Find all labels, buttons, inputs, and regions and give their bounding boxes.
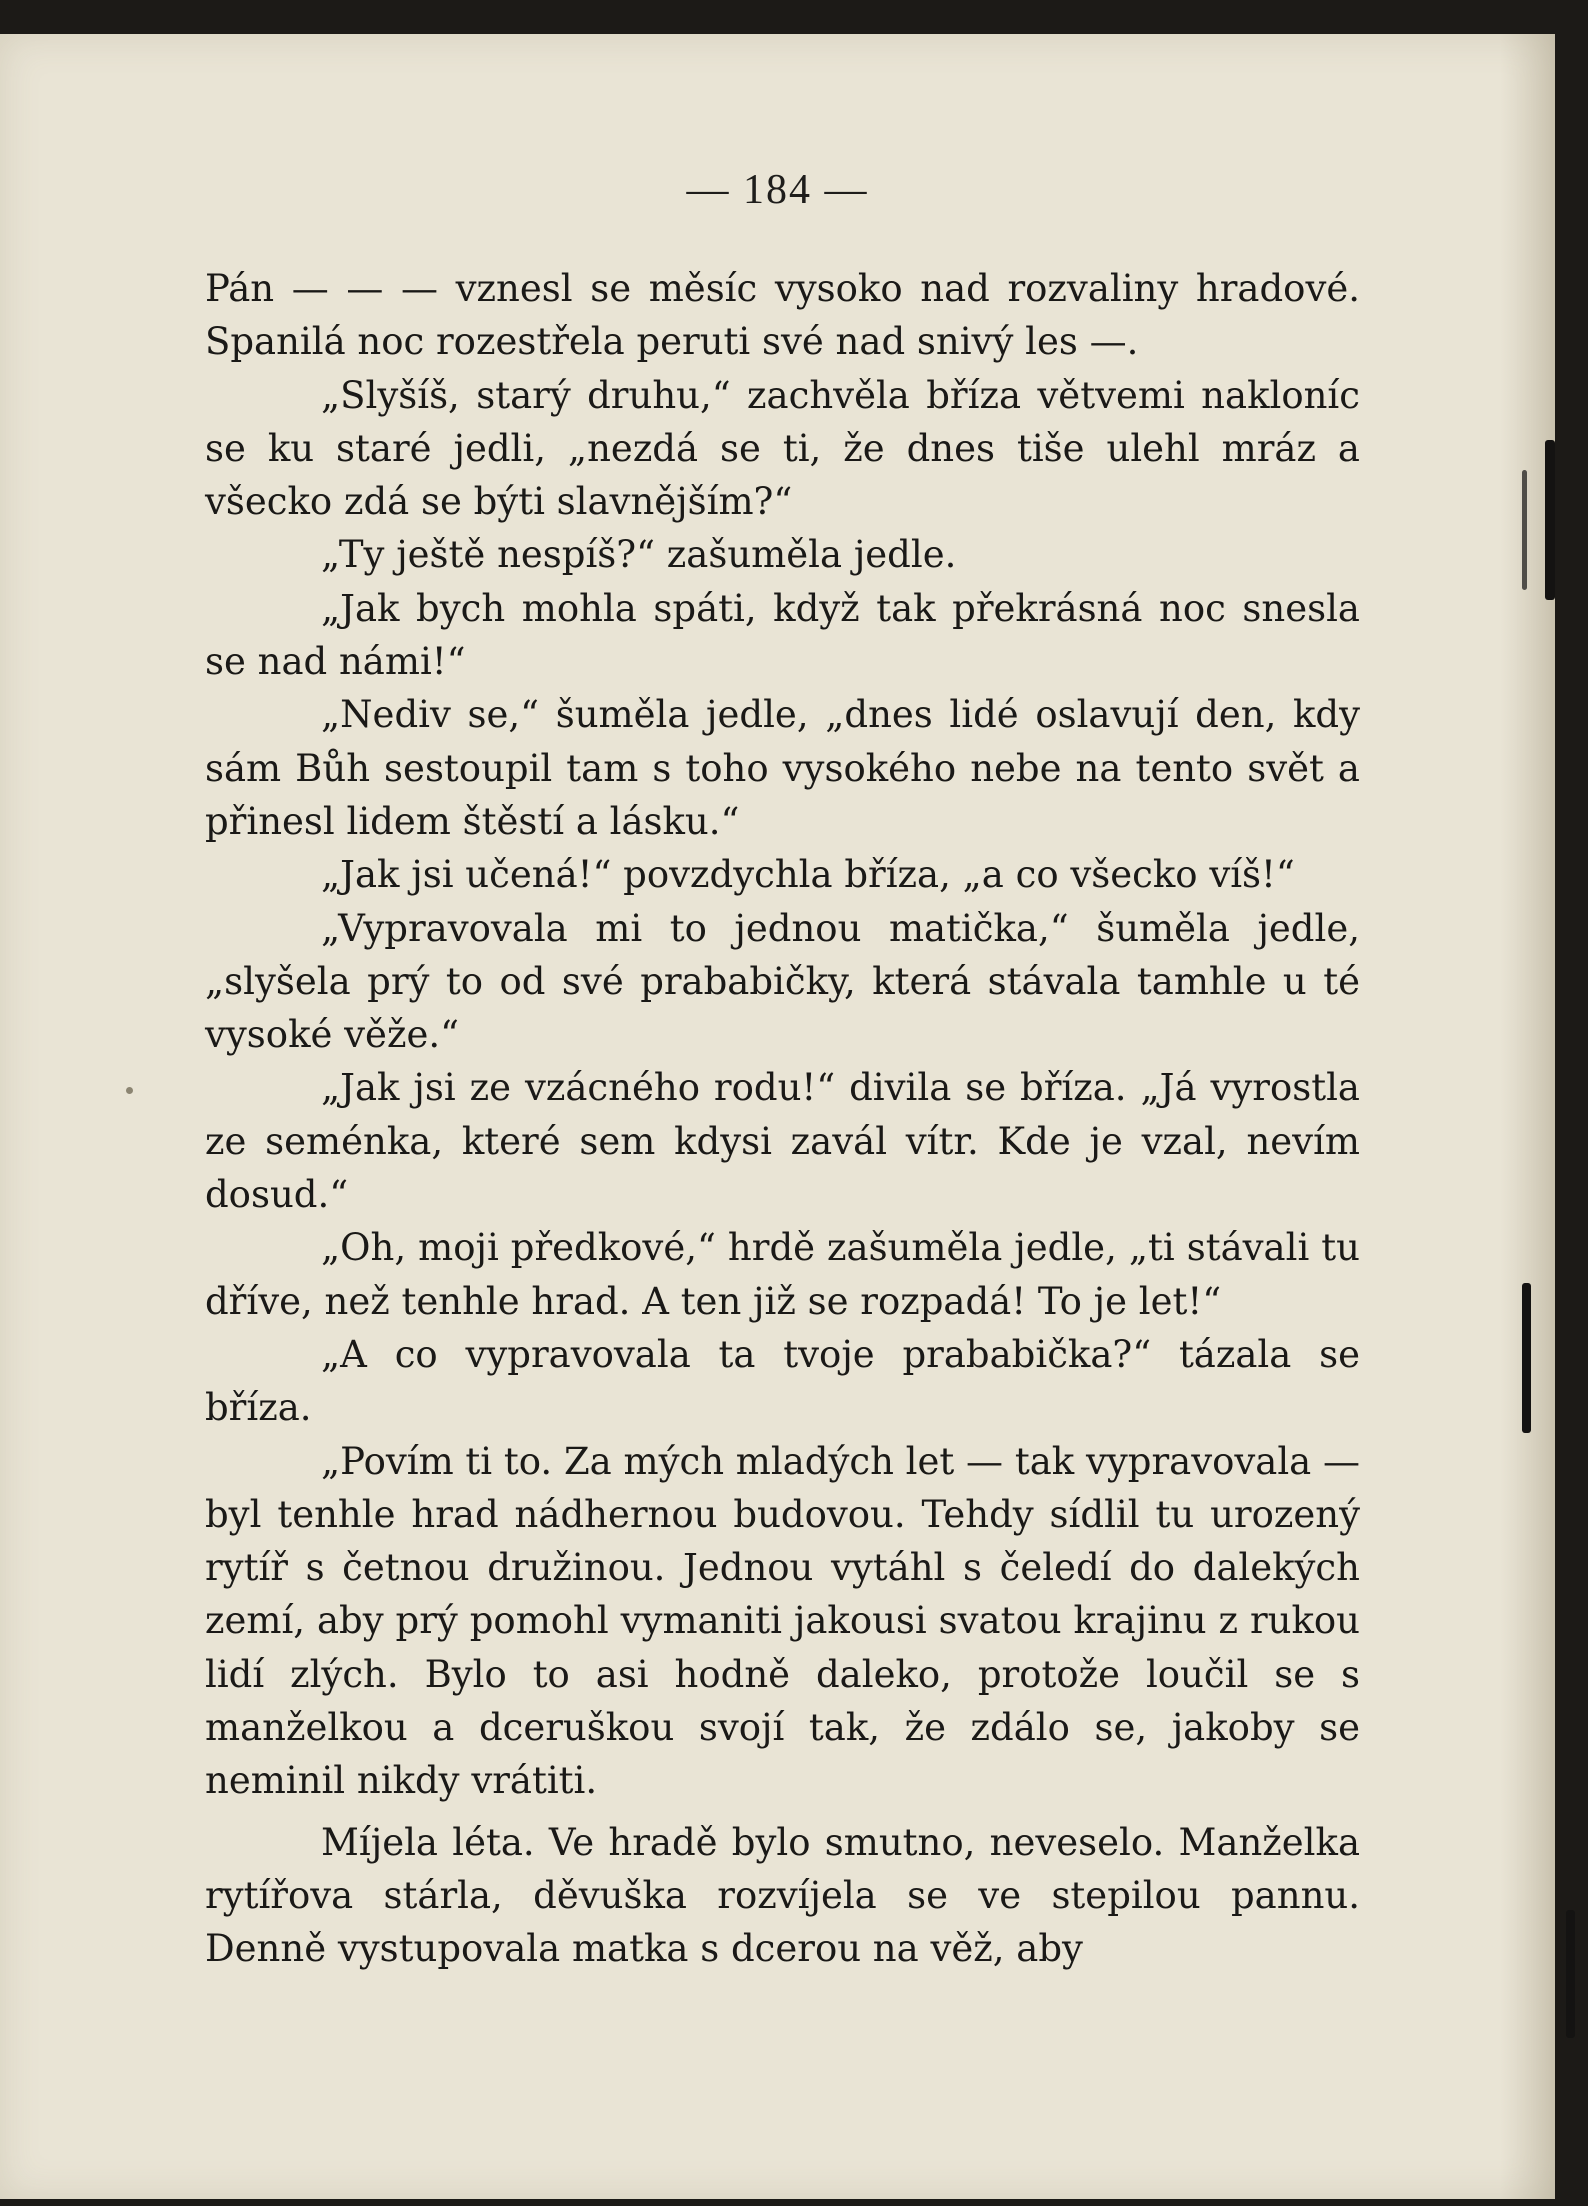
paragraph: „Jak jsi učená!“ povzdychla bříza, „a co všecko víš!“ xyxy=(321,853,1295,897)
paragraph: „Jak jsi ze vzácného rodu!“ divila se bříza. „Já vyrostla ze seménka, které sem kdysi zavál vítr. Kde je vzal, nevím dosud.“ xyxy=(205,1066,1360,1217)
page-number: — 184 — xyxy=(686,167,869,213)
page-edge-shadow xyxy=(1500,34,1555,2199)
paragraph: „Slyšíš, starý druhu,“ zachvěla bříza větvemi nakloníc se ku staré jedli, „nezdá se ti, že dnes tiše ulehl mráz a všecko zdá se býti slavnějším?“ xyxy=(205,373,1360,524)
paragraph: „Oh, moji předkové,“ hrdě zašuměla jedle, „ti stávali tu dříve, než tenhle hrad. A ten již se rozpadá! To je let!“ xyxy=(205,1226,1360,1323)
paragraph: „Nediv se,“ šuměla jedle, „dnes lidé oslavují den, kdy sám Bůh sestoupil tam s toho vysokého nebe na tento svět a přinesl lidem štěstí a lásku.“ xyxy=(205,693,1360,843)
paragraph: „Povím ti to. Za mých mladých let — tak vypravovala — byl tenhle hrad nádhernou budovou. Tehdy sídlil tu urozený rytíř s četnou družinou. Jednou vytáhl s čeledí do dalekých zemí, aby prý pomohl vymaniti jakousi svatou krajinu z rukou lidí zlých. Bylo to asi hodně daleko, protože loučil se s manželkou a dceruškou svojí tak, že zdálo se, jakoby se neminil nikdy vrátiti. xyxy=(205,1439,1360,1803)
paragraph: Pán — — — vznesl se měsíc vysoko nad rozvaliny hradové. Spanilá noc rozestřela peruti své nad snivý les —. xyxy=(205,267,1360,364)
body-text xyxy=(205,262,1360,1976)
paragraph: „Vypravovala mi to jednou matička,“ šuměla jedle, „slyšela prý to od své prababičky, která stávala tamhle u té vysoké věže.“ xyxy=(205,906,1360,1057)
paragraph: „A co vypravovala ta tvoje prababička?“ tázala se bříza. xyxy=(205,1332,1360,1430)
binding-mark xyxy=(1566,1910,1575,2038)
margin-speck xyxy=(126,1087,133,1094)
binding-mark xyxy=(1522,1283,1531,1433)
binding-mark xyxy=(1545,440,1555,600)
paragraph: Míjela léta. Ve hradě bylo smutno, neveselo. Manželka rytířova stárla, děvuška rozvíjela se ve stepilou pannu. Denně vystupovala matka s dcerou na věž, aby xyxy=(205,1820,1360,1971)
binding-mark xyxy=(1522,470,1527,590)
paragraph: „Ty ještě nespíš?“ zašuměla jedle. xyxy=(321,533,957,577)
paragraph: „Jak bych mohla spáti, když tak překrásná noc snesla se nad námi!“ xyxy=(205,586,1360,684)
